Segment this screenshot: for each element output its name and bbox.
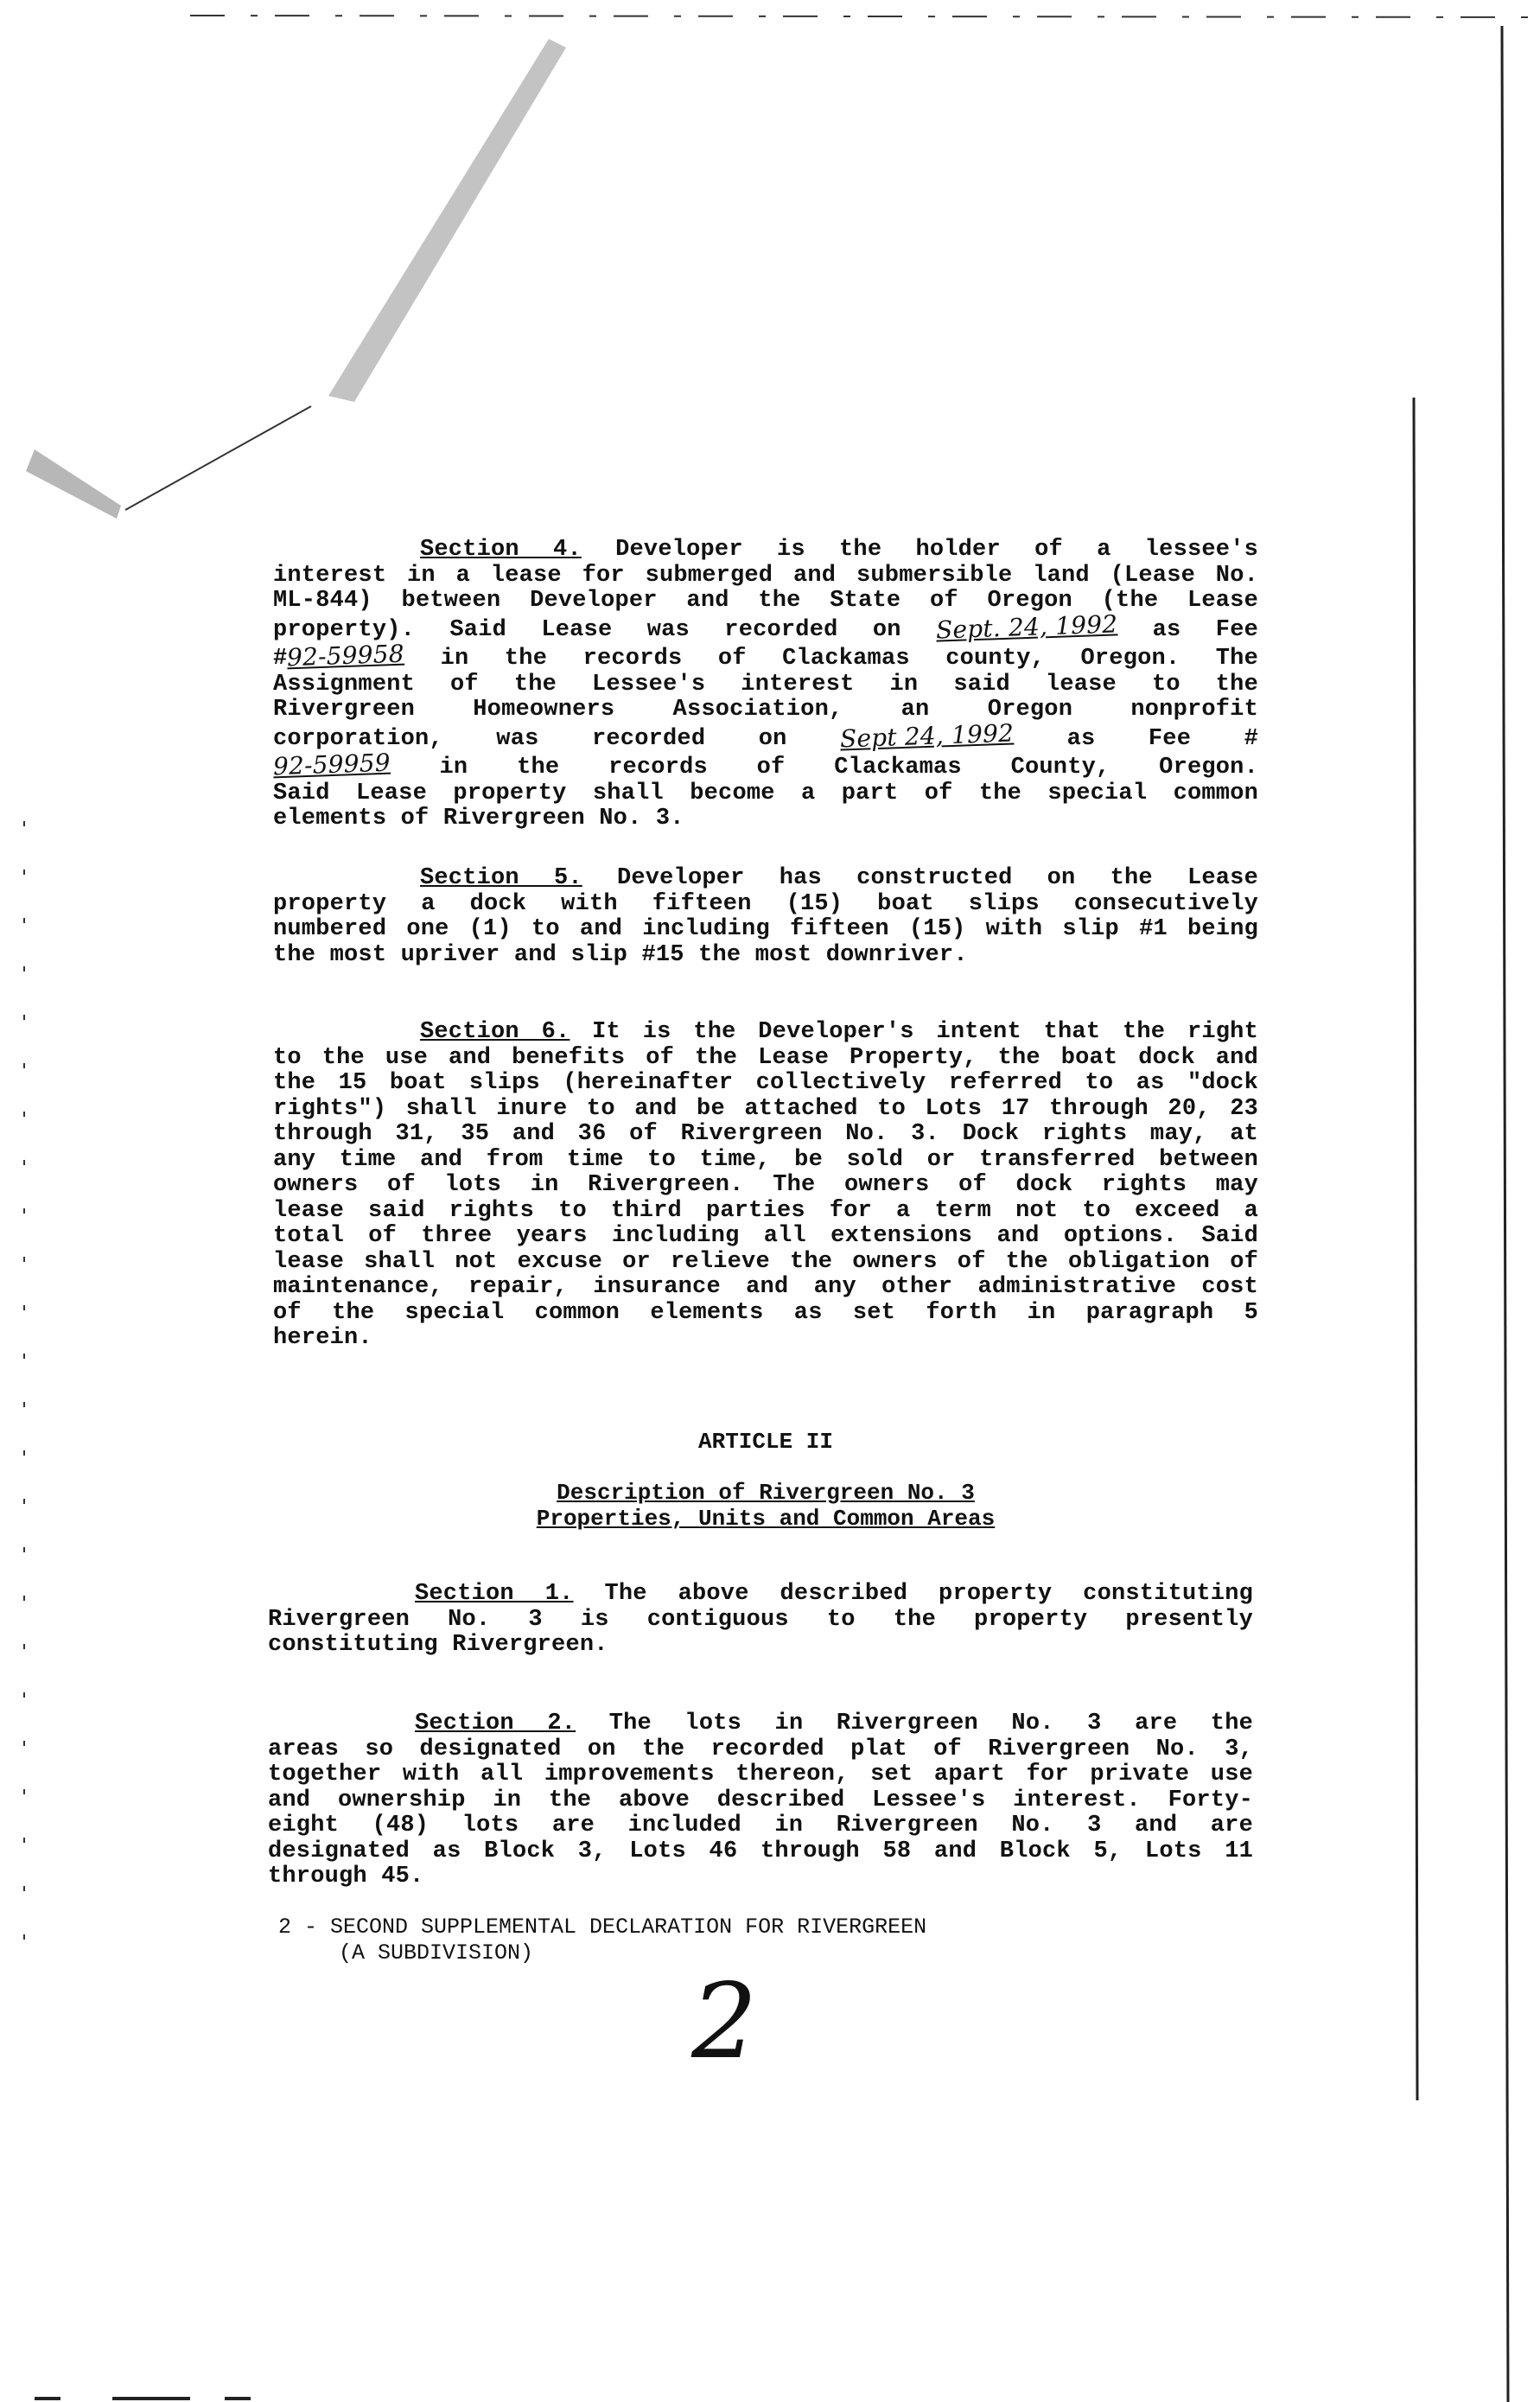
fold-corner-mark (26, 449, 121, 519)
section-5-heading: Section 5. (420, 865, 582, 891)
footer-line-1: 2 - SECOND SUPPLEMENTAL DECLARATION FOR RIVERGREEN (278, 1915, 927, 1940)
article-section-1: Section 1. The above described property constituting Rivergreen No. 3 is contiguous to the property presently constituting Rivergreen. (268, 1581, 1254, 1658)
article-title: ARTICLE II (697, 1429, 834, 1455)
article-section-2: Section 2. The lots in Rivergreen No. 3 are the areas so designated on the recorded plat of Rivergreen No. 3, together with all improvements thereon, set apart for private use and ownership in the above described Lessee's interest. Forty- eight (48) lots are included in Rivergreen No. 3 and are designated as Block 3, Lots 46 through 58 and Block 5, Lots 11 through 45. (268, 1711, 1254, 1889)
scan-line-top (190, 16, 1540, 17)
scan-line-right-edge (1502, 26, 1508, 2402)
scan-line-right-inner (1414, 398, 1417, 2100)
section-6: Section 6. It is the Developer's intent that the right to the use and benefits of the Lease Property, the boat dock and the 15 boat slips (hereinafter collectively referred to as "dock rights") shall inure to and be attached to Lots 17 through 20, 23 through 31, 35 and 36 of Rivergreen No. 3. Dock rights may, at any time and from time to time, be sold or transferred between owners of lots in Rivergreen. The owners of dock rights may lease said rights to third parties for a term not to exceed a total of three years including all extensions and options. Said lease shall not excuse or relieve the owners of the obligation of maintenance, repair, insurance and any other administrative cost of the special common elements as set forth in paragraph 5 herein. (273, 1019, 1258, 1351)
handwritten-fee-2: 92-59959 (272, 748, 391, 781)
handwritten-date-1: Sept. 24, 1992 (935, 608, 1118, 645)
section-5: Section 5. Developer has constructed on the Lease property a dock with fifteen (15) boat slips consecutively numbered one (1) to and including fifteen (15) with slip #1 being the most upriver and slip #15 the most downriver. (273, 865, 1258, 968)
section-4: Section 4. Developer is the holder of a lessee's interest in a lease for submerged and submersible land (Lease No. ML-844) between Developer and the State of Oregon (the Lease property). Said Lease was recorded on Sept. 24, 1992 as Fee #92-59958 in the records of Clackamas county, Oregon. The Assignment of the Lessee's interest in said lease to the Rivergreen Homeowners Association, an Oregon nonprofit corporation, was recorded on Sept 24, 1992 as Fee # 92-59959 in the records of Clackamas County, Oregon. Said Lease property shall become a part of the special common elements of Rivergreen No. 3. (272, 537, 1258, 831)
footer-line-2: (A SUBDIVISION) (339, 1940, 534, 1966)
fold-mark-line (125, 406, 311, 510)
article-section-2-heading: Section 2. (415, 1711, 576, 1736)
handwritten-fee-1: 92-59958 (286, 639, 405, 672)
handwritten-date-2: Sept 24, 1992 (839, 718, 1015, 753)
article-subtitle-1: Description of Rivergreen No. 3 (557, 1480, 975, 1506)
article-subtitle-2: Properties, Units and Common Areas (536, 1506, 996, 1532)
article-section-1-heading: Section 1. (415, 1581, 574, 1607)
section-4-heading: Section 4. (420, 537, 582, 563)
section-6-heading: Section 6. (420, 1019, 570, 1045)
fold-mark-diagonal (328, 39, 566, 402)
handwritten-page-number: 2 (691, 1962, 758, 2082)
